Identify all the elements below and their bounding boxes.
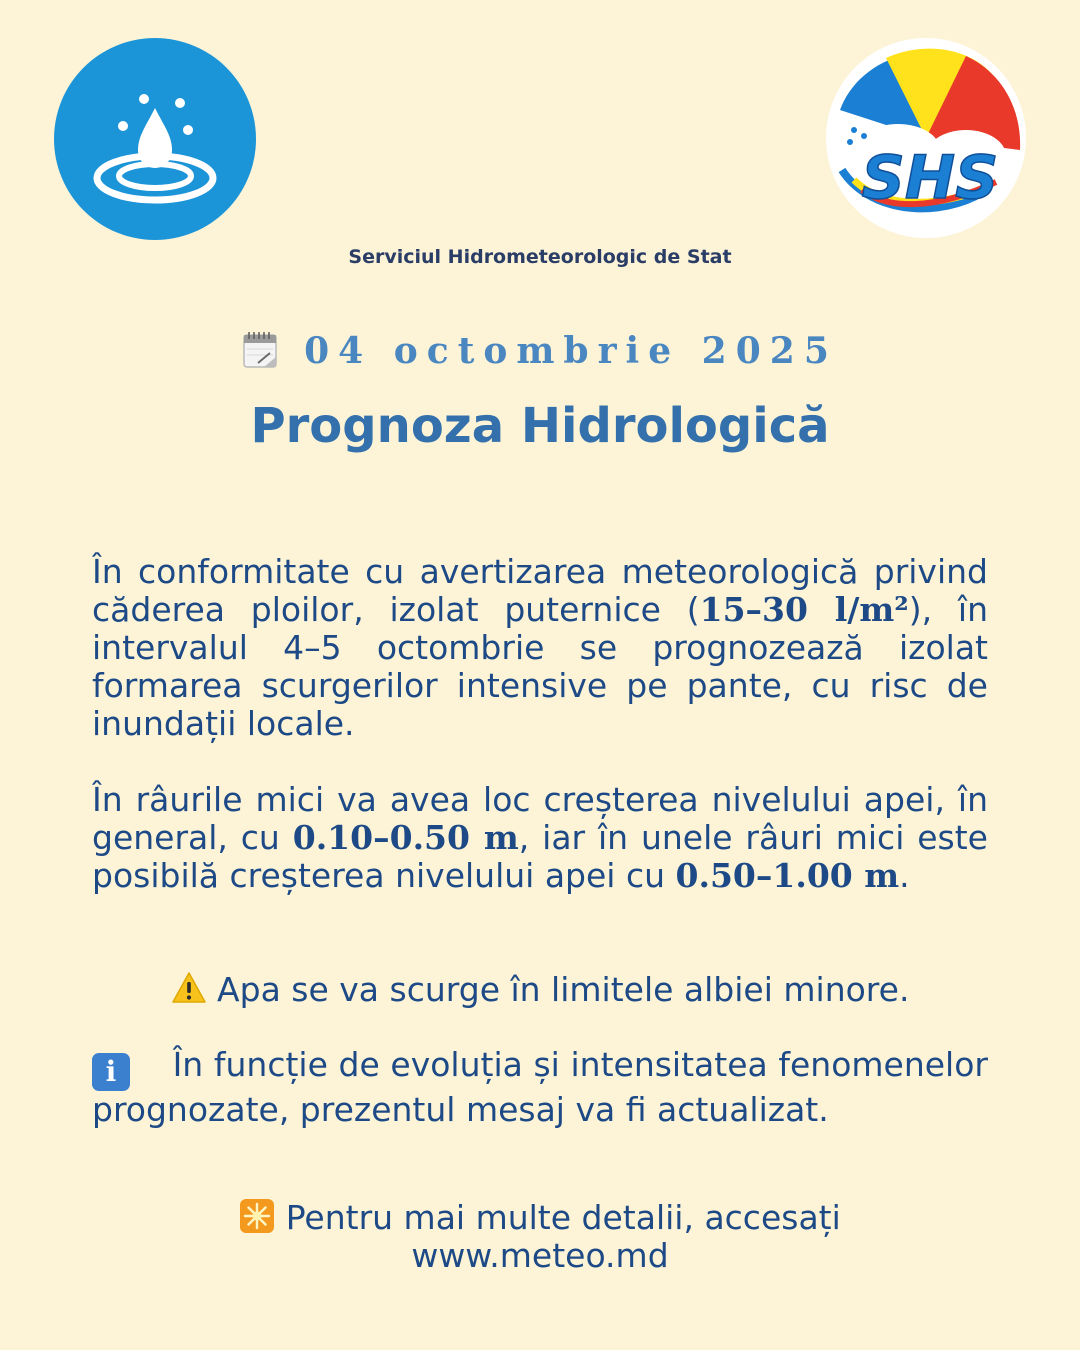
star-burst-icon	[239, 1198, 275, 1234]
calendar-icon	[242, 331, 278, 369]
paragraph-more-details	[0, 1198, 1080, 1275]
info-icon: i	[92, 1053, 130, 1091]
paragraph-update-info	[92, 1046, 988, 1129]
shs-umbrella-logo	[826, 38, 1026, 238]
umbrella-shs-logo-icon	[826, 38, 1026, 238]
date-line	[0, 330, 1080, 372]
p2-text-b: , iar în unele râuri mici este posibilă creșterea nivelului apei cu	[92, 818, 988, 895]
p1-text-a: În conformitate cu avertizarea meteorologică privind căderea ploilor, izolat puternice (	[92, 552, 988, 629]
p2-level-general: 0.10–0.50 m	[292, 818, 519, 857]
website-link[interactable]: www.meteo.md	[411, 1236, 669, 1275]
water-drop-splash-logo	[54, 38, 256, 240]
p2-level-max: 0.50–1.00 m	[675, 856, 900, 895]
paragraph-river-levels	[92, 781, 988, 895]
p2-text-c: .	[899, 856, 910, 895]
logo-text: SHS	[861, 143, 999, 213]
paragraph-water-flow	[0, 970, 1080, 1009]
warning-icon	[171, 970, 207, 1006]
paragraph-warning-rain	[92, 553, 988, 743]
p1-rain-amount: 15–30 l/m²	[699, 590, 909, 629]
p1-text-b: ), în intervalul 4–5 octombrie se prognozează izolat formarea scurgerilor intensive pe pante, cu risc de inundații locale.	[92, 590, 989, 743]
p2-text-a: În râurile mici va avea loc creșterea nivelului apei, în general, cu	[92, 780, 988, 857]
date-text: 04 octombrie 2025	[304, 330, 838, 372]
page-title: Prognoza Hidrologică	[250, 398, 830, 454]
water-drop-splash-icon	[54, 38, 256, 240]
p3-text: Apa se va scurge în limitele albiei minore.	[217, 970, 910, 1009]
p5-text: Pentru mai multe detalii, accesați	[285, 1198, 841, 1237]
organization-name: Serviciul Hidrometeorologic de Stat	[348, 246, 732, 268]
p4-text: În funcție de evoluția și intensitatea fenomenelor prognozate, prezentul mesaj va fi actualizat.	[92, 1045, 988, 1129]
